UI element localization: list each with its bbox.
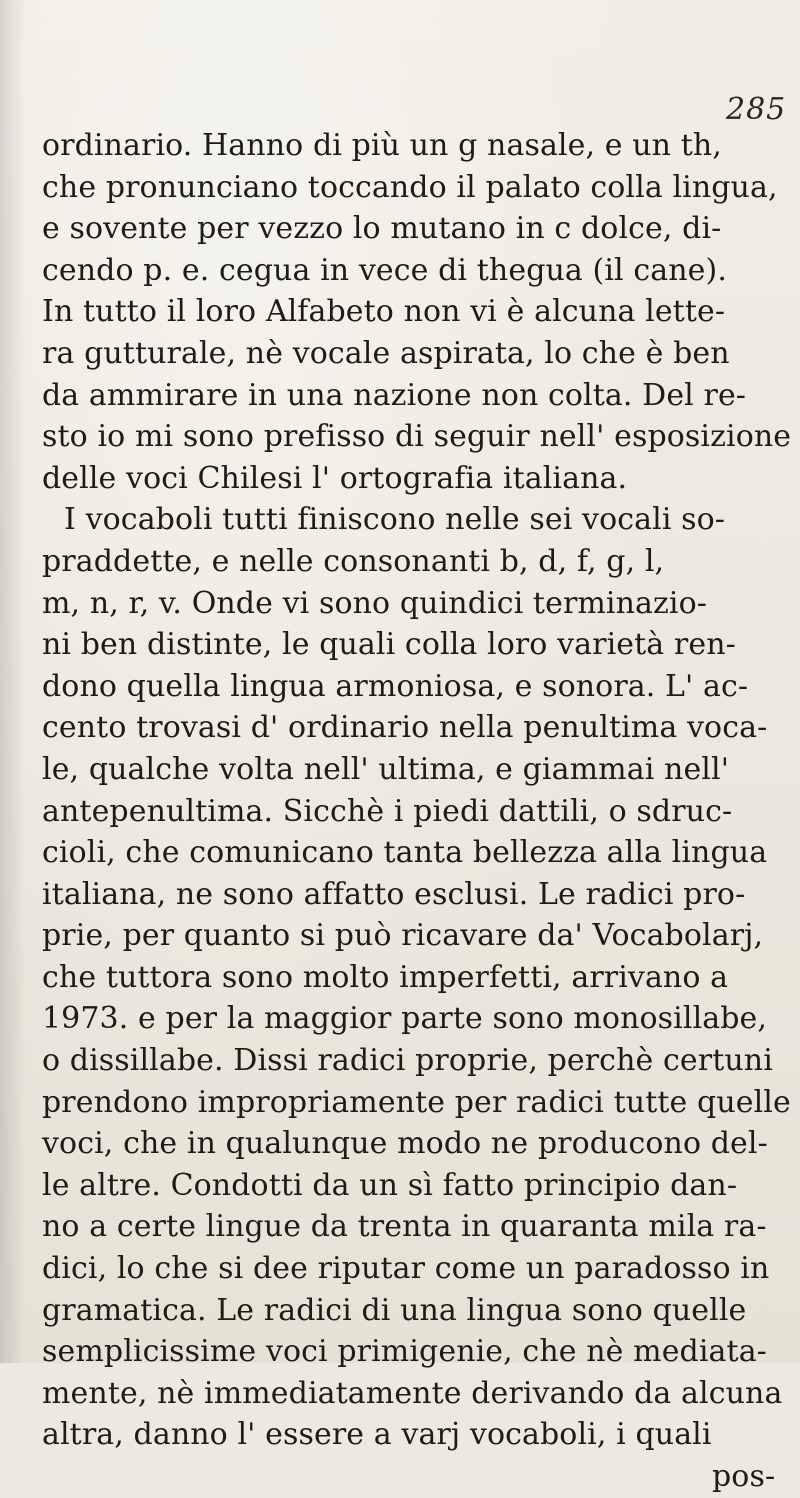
text-line: e sovente per vezzo lo mutano in c dolce, di- [42,211,722,247]
text-line: delle voci Chilesi l' ortografia italiana. [42,460,628,496]
text-line: cento trovasi d' ordinario nella penultima voca- [42,710,768,746]
text-line: cioli, che comunicano tanta bellezza alla lingua [42,835,768,871]
text-line: italiana, ne sono affatto esclusi. Le radici pro- [42,876,746,912]
text-line: che tuttora sono molto imperfetti, arrivano a [42,959,729,995]
text-line: le altre. Condotti da un sì fatto principio dan- [42,1167,738,1203]
text-line: ni ben distinte, le quali colla loro varietà ren- [42,627,736,663]
text-line: praddette, e nelle consonanti b, d, f, g, l, [42,543,665,579]
text-line: 1973. e per la maggior parte sono monosillabe, [42,1001,768,1037]
page-number: 285 [726,92,787,127]
text-line: sto io mi sono prefisso di seguir nell' esposizione [42,419,792,455]
text-line: prie, per quanto si può ricavare da' Vocabolarj, [42,918,764,954]
text-line: cendo p. e. cegua in vece di thegua (il cane). [42,252,727,288]
text-line: I vocaboli tutti finiscono nelle sei vocali so- [64,502,726,538]
text-line: mente, nè immediatamente derivando da alcuna [42,1375,783,1411]
text-line: prendono impropriamente per radici tutte quelle [42,1084,791,1120]
text-line: ra gutturale, nè vocale aspirata, lo che è ben [42,335,730,371]
body-text [42,125,800,1498]
text-line: dono quella lingua armoniosa, e sonora. L' ac- [42,668,749,704]
text-line: antepenultima. Sicchè i piedi dattili, o sdruc- [42,793,733,829]
text-line: gramatica. Le radici di una lingua sono quelle [42,1292,747,1328]
text-line: voci, che in qualunque modo ne producono del- [42,1126,768,1162]
text-line: da ammirare in una nazione non colta. Del re- [42,377,747,413]
text-line: ordinario. Hanno di più un g nasale, e un th, [42,128,722,163]
text-line: che pronunciano toccando il palato colla lingua, [42,169,778,205]
text-line: m, n, r, v. Onde vi sono quindici terminazio- [42,585,708,621]
catchword: pos- [712,1459,776,1494]
text-line: o dissillabe. Dissi radici proprie, perchè certuni [42,1043,773,1079]
text-line: In tutto il loro Alfabeto non vi è alcuna lette- [42,294,726,330]
binding-shadow [0,0,26,1363]
text-line: dici, lo che si dee riputar come un paradosso in [42,1251,770,1287]
text-line: altra, danno l' essere a varj vocaboli, i quali [42,1417,712,1453]
text-line: semplicissime voci primigenie, che nè mediata- [42,1334,767,1370]
text-line: no a certe lingue da trenta in quaranta mila ra- [42,1209,767,1245]
text-line: le, qualche volta nell' ultima, e giammai nell' [42,751,730,787]
